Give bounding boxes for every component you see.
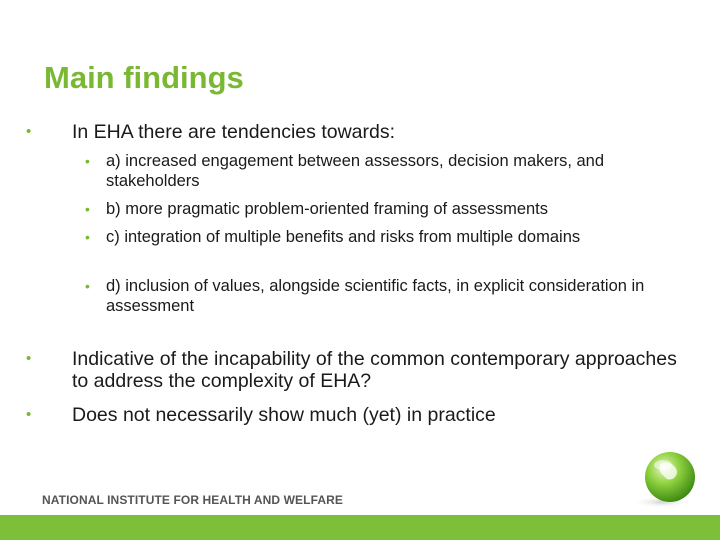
bullet-text: Does not necessarily show much (yet) in practice [72,404,496,426]
bullet-text: Indicative of the incapability of the common contemporary approaches to address the complexity of EHA? [72,348,677,392]
bullet-item [26,348,684,392]
footer-bar [0,515,720,540]
sub-bullet-text: b) more pragmatic problem-oriented framing of assessments [106,200,549,218]
bullet-item [26,121,684,143]
bullet-icon: • [26,123,32,140]
sub-bullet-item [85,199,681,219]
bullet-item [26,404,684,426]
bullet-icon: • [85,201,90,217]
bullet-text: In EHA there are tendencies towards: [72,121,396,143]
green-globe-icon [630,450,700,510]
bullet-icon: • [26,350,32,367]
bullet-icon: • [85,278,90,294]
slide-title: Main findings [44,60,244,95]
sub-bullet-item [85,151,681,191]
sub-bullet-item [85,276,681,316]
sub-bullet-item [85,227,681,247]
sub-bullet-text: a) increased engagement between assessors, decision makers, and stakeholders [106,152,605,190]
bullet-icon: • [85,229,90,245]
bullet-icon: • [85,153,90,169]
organization-name: NATIONAL INSTITUTE FOR HEALTH AND WELFARE [42,493,343,507]
bullet-icon: • [26,406,32,423]
sub-bullet-text: d) inclusion of values, alongside scientific facts, in explicit consideration in assessment [106,277,645,315]
sub-bullet-text: c) integration of multiple benefits and risks from multiple domains [106,228,581,246]
